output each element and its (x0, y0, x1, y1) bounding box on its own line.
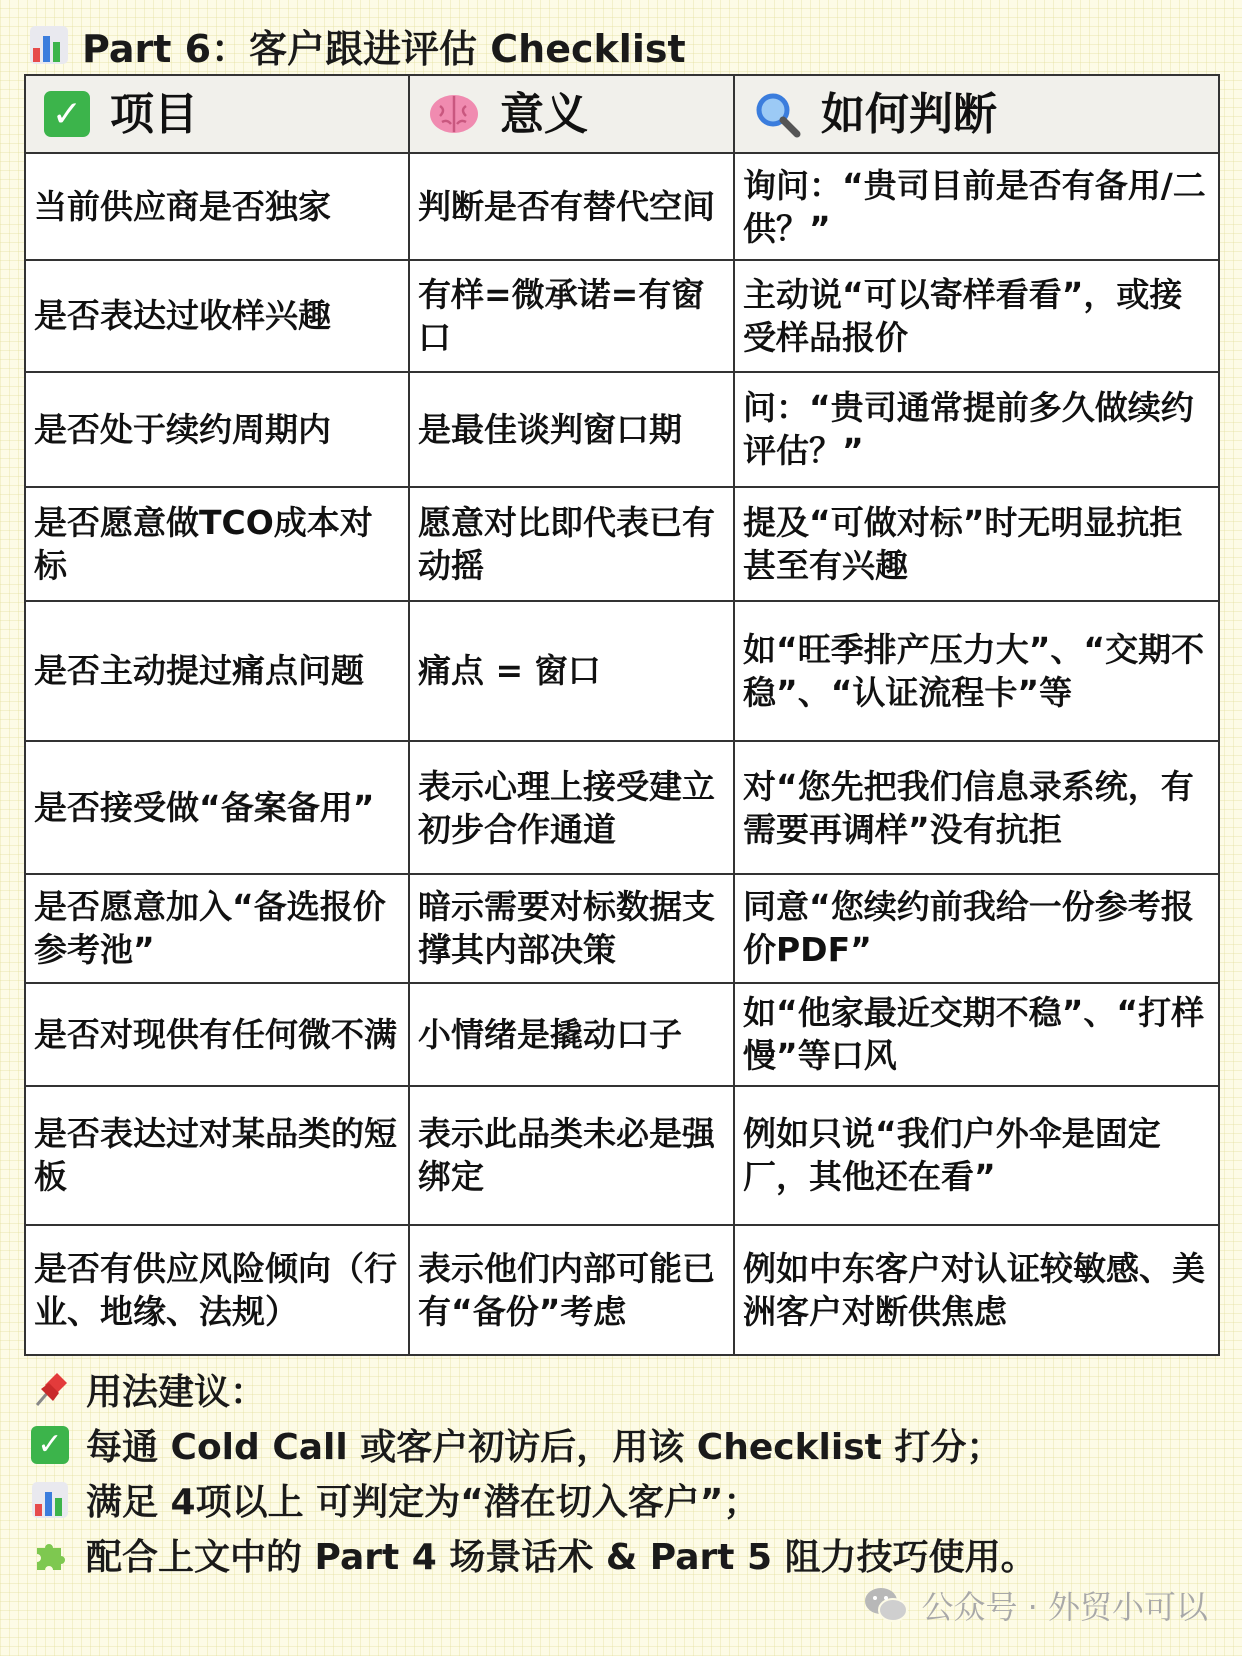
judge-cell: 询问：“贵司目前是否有备用/二供？” (734, 153, 1219, 260)
table-row (25, 1086, 1219, 1225)
judge-cell: 主动说“可以寄样看看”，或接受样品报价 (734, 260, 1219, 371)
item-cell: 是否接受做“备案备用” (25, 741, 409, 873)
judge-cell: 例如中东客户对认证较敏感、美洲客户对断供焦虑 (734, 1225, 1219, 1355)
wechat-icon (863, 1585, 909, 1625)
bar-chart-icon (30, 26, 68, 64)
meaning-cell: 有样=微承诺=有窗口 (409, 260, 734, 371)
table-row (25, 741, 1219, 873)
title-text: Part 6：客户跟进评估 Checklist (82, 26, 686, 71)
judge-cell: 问：“贵司通常提前多久做续约评估？” (734, 372, 1219, 488)
table-row (25, 487, 1219, 600)
magnifier-icon (753, 90, 801, 138)
judge-cell: 对“您先把我们信息录系统，有需要再调样”没有抗拒 (734, 741, 1219, 873)
pushpin-icon (30, 1370, 70, 1410)
judge-cell: 提及“可做对标”时无明显抗拒甚至有兴趣 (734, 487, 1219, 600)
note-item: ✓ 每通 Cold Call 或客户初访后，用该 Checklist 打分； (30, 1417, 1210, 1472)
meaning-cell: 暗示需要对标数据支撑其内部决策 (409, 874, 734, 983)
judge-cell: 例如只说“我们户外伞是固定厂，其他还在看” (734, 1086, 1219, 1225)
meaning-cell: 判断是否有替代空间 (409, 153, 734, 260)
bar-chart-icon (30, 1480, 70, 1520)
table-row (25, 601, 1219, 742)
item-cell: 是否处于续约周期内 (25, 372, 409, 488)
meaning-cell: 表示心理上接受建立初步合作通道 (409, 741, 734, 873)
meaning-cell: 小情绪是撬动口子 (409, 983, 734, 1086)
header-row (25, 75, 1219, 153)
meaning-cell: 表示此品类未必是强绑定 (409, 1086, 734, 1225)
checklist-table (24, 74, 1220, 1356)
item-cell: 是否表达过对某品类的短板 (25, 1086, 409, 1225)
item-cell: 当前供应商是否独家 (25, 153, 409, 260)
item-cell: 是否表达过收样兴趣 (25, 260, 409, 371)
judge-cell: 如“旺季排产压力大”、“交期不稳”、“认证流程卡”等 (734, 601, 1219, 742)
judge-cell: 同意“您续约前我给一份参考报价PDF” (734, 874, 1219, 983)
header-meaning: 意义 (409, 75, 734, 153)
header-item: ✓ 项目 (25, 75, 409, 153)
meaning-cell: 痛点 = 窗口 (409, 601, 734, 742)
note-item: 满足 4项以上 可判定为“潜在切入客户”； (30, 1472, 1210, 1527)
judge-cell: 如“他家最近交期不稳”、“打样慢”等口风 (734, 983, 1219, 1086)
watermark-text: 公众号 · 外贸小可以 (921, 1588, 1208, 1626)
item-cell: 是否对现供有任何微不满 (25, 983, 409, 1086)
table-row (25, 153, 1219, 260)
table-row (25, 372, 1219, 488)
table-row (25, 983, 1219, 1086)
note-item: 用法建议： (30, 1362, 1210, 1417)
usage-notes (30, 1362, 1210, 1582)
meaning-cell: 愿意对比即代表已有动摇 (409, 487, 734, 600)
puzzle-icon (30, 1535, 70, 1575)
note-item: 配合上文中的 Part 4 场景话术 & Part 5 阻力技巧使用。 (30, 1527, 1210, 1582)
item-cell: 是否愿意做TCO成本对标 (25, 487, 409, 600)
meaning-cell: 表示他们内部可能已有“备份”考虑 (409, 1225, 734, 1355)
watermark (863, 1582, 1208, 1628)
meaning-cell: 是最佳谈判窗口期 (409, 372, 734, 488)
item-cell: 是否主动提过痛点问题 (25, 601, 409, 742)
brain-icon (428, 92, 480, 136)
table-row (25, 1225, 1219, 1355)
table-row (25, 260, 1219, 371)
check-icon: ✓ (30, 1425, 70, 1465)
table-row (25, 874, 1219, 983)
item-cell: 是否有供应风险倾向（行业、地缘、法规） (25, 1225, 409, 1355)
check-icon: ✓ (44, 91, 90, 137)
item-cell: 是否愿意加入“备选报价参考池” (25, 874, 409, 983)
page-title (30, 20, 686, 70)
header-how-to-judge: 如何判断 (734, 75, 1219, 153)
